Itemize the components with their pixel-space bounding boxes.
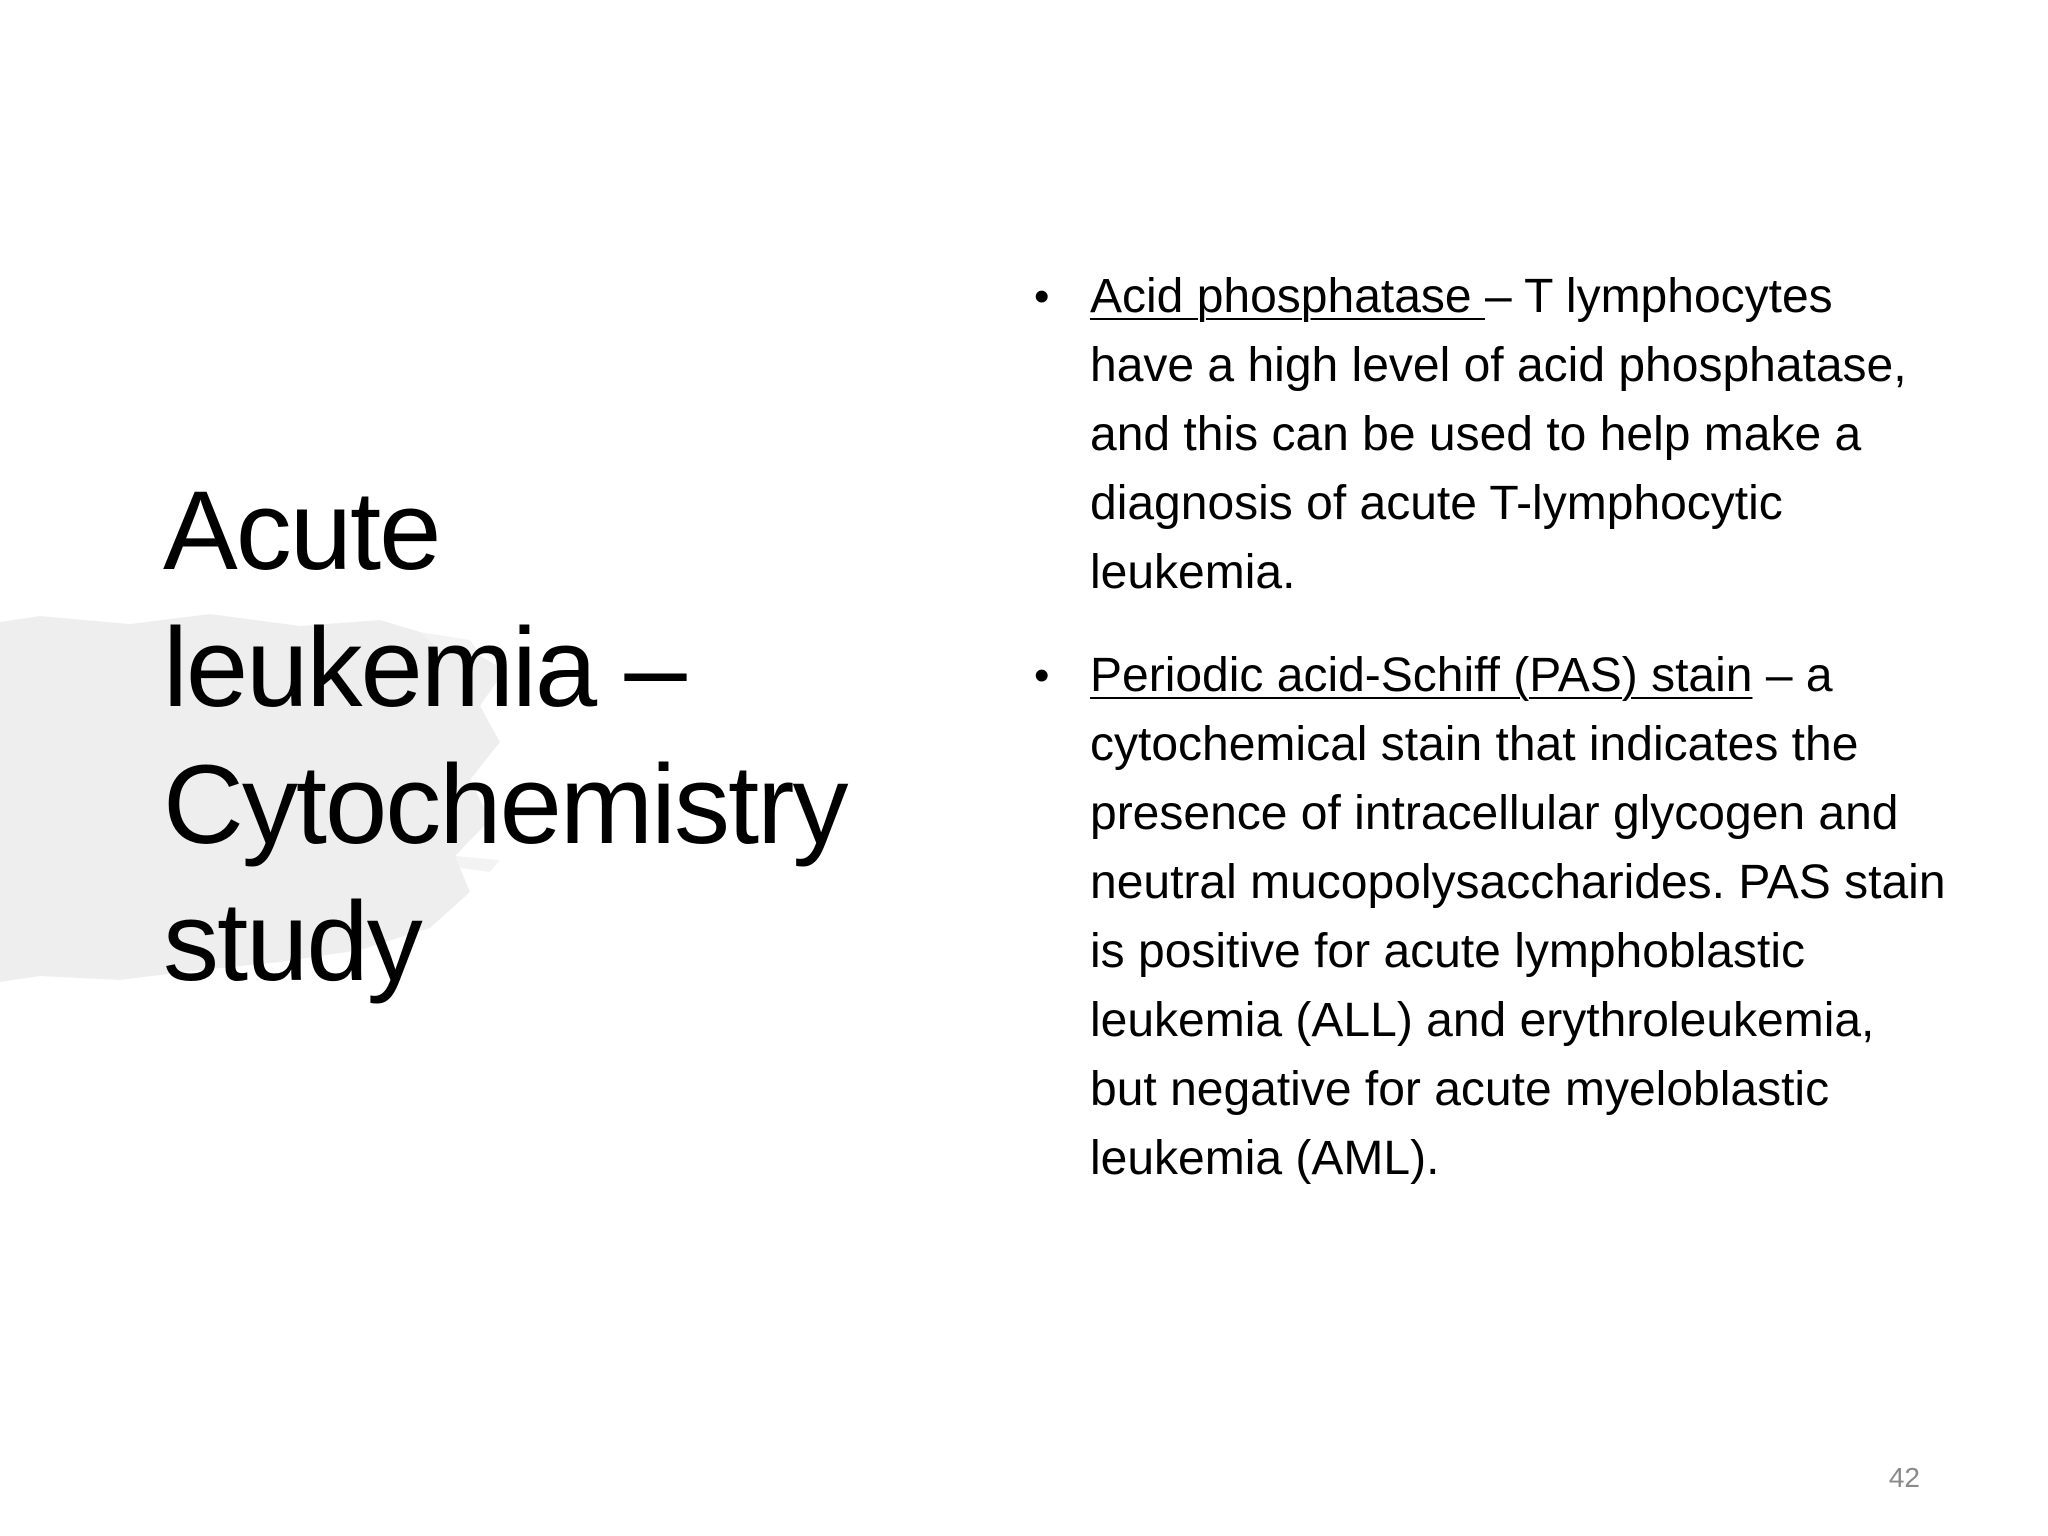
bullet-term: Acid phosphatase — [1090, 270, 1485, 323]
bullet-text: – T lymphocytes have a high level of acid phosphatase, and this can be used to help make a diagnosis of acute T-lymphocytic leukemia. — [1090, 270, 1907, 599]
bullet-acid-phosphatase — [1030, 262, 1950, 607]
title-line: leukemia – — [163, 605, 685, 730]
title-line: study — [163, 879, 421, 1004]
bullet-text: – a cytochemical stain that indicates the presence of intracellular glycogen and neutral mucopolysaccharides. PAS stain is positive for acute lymphoblastic leukemia (ALL) and erythroleukemia, but negative for acute myeloblastic leukemia (AML). — [1090, 649, 1946, 1185]
title-line: Acute — [163, 468, 440, 593]
title-line: Cytochemistry — [163, 742, 847, 867]
bullet-term: Periodic acid-Schiff (PAS) stain — [1090, 649, 1753, 702]
slide-number: 42 — [1888, 1462, 1920, 1493]
slide-title — [163, 462, 923, 1010]
bullet-pas-stain — [1030, 641, 1950, 1193]
bullet-list — [1030, 262, 1950, 1193]
bullet-point-icon: • — [1034, 651, 1050, 700]
bullet-point-icon: • — [1034, 272, 1050, 321]
